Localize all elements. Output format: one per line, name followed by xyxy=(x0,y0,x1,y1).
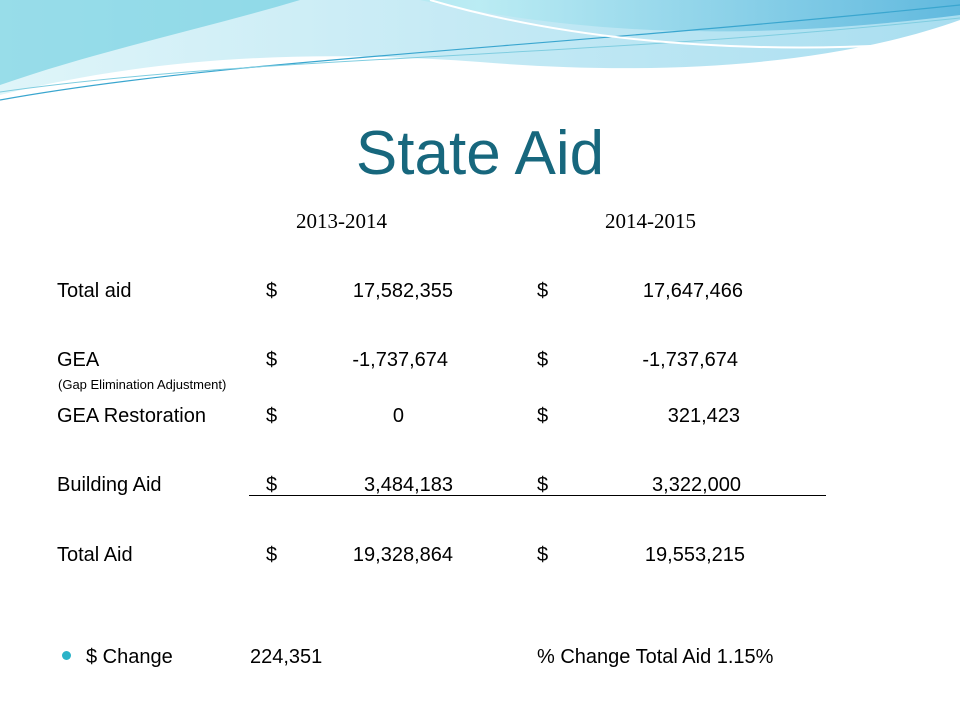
value-2014-total-aid-sum: 19,553,215 xyxy=(644,544,745,566)
row-label-total-aid: Total aid xyxy=(57,280,132,302)
value-2013-gea-restoration: 0 xyxy=(392,405,404,427)
dollar-sign: $ xyxy=(266,280,278,302)
value-2013-building-aid: 3,484,183 xyxy=(364,474,453,496)
decorative-waves xyxy=(0,0,960,110)
value-2013-gea: -1,737,674 xyxy=(352,349,448,371)
change-label: $ Change xyxy=(86,646,173,668)
value-2014-total-aid: 17,647,466 xyxy=(642,280,743,302)
row-sublabel-gea: (Gap Elimination Adjustment) xyxy=(58,377,227,392)
value-2013-total-aid-sum: 19,328,864 xyxy=(352,544,453,566)
dollar-sign: $ xyxy=(266,349,278,371)
slide-title: State Aid xyxy=(355,119,605,188)
dollar-sign: $ xyxy=(266,405,278,427)
dollar-sign: $ xyxy=(537,280,549,302)
dollar-sign: $ xyxy=(266,474,278,496)
dollar-sign: $ xyxy=(537,349,549,371)
value-2014-gea-restoration: 321,423 xyxy=(667,405,740,427)
row-label-gea-restoration: GEA Restoration xyxy=(57,405,206,427)
dollar-sign: $ xyxy=(266,544,278,566)
year-header-1: 2013-2014 xyxy=(296,209,387,233)
row-label-building-aid: Building Aid xyxy=(57,474,162,496)
percent-change-text: % Change Total Aid 1.15% xyxy=(537,646,774,668)
dollar-sign: $ xyxy=(537,544,549,566)
year-header-2: 2014-2015 xyxy=(605,209,696,233)
dollar-sign: $ xyxy=(537,474,549,496)
value-2014-building-aid: 3,322,000 xyxy=(652,474,741,496)
dollar-sign: $ xyxy=(537,405,549,427)
row-label-gea: GEA xyxy=(57,349,100,371)
bullet-dot xyxy=(62,651,71,660)
value-2014-gea: -1,737,674 xyxy=(642,349,738,371)
sum-underline xyxy=(249,495,826,496)
value-2013-total-aid: 17,582,355 xyxy=(352,280,453,302)
row-label-total-aid-sum: Total Aid xyxy=(57,544,133,566)
change-value: 224,351 xyxy=(250,646,323,668)
